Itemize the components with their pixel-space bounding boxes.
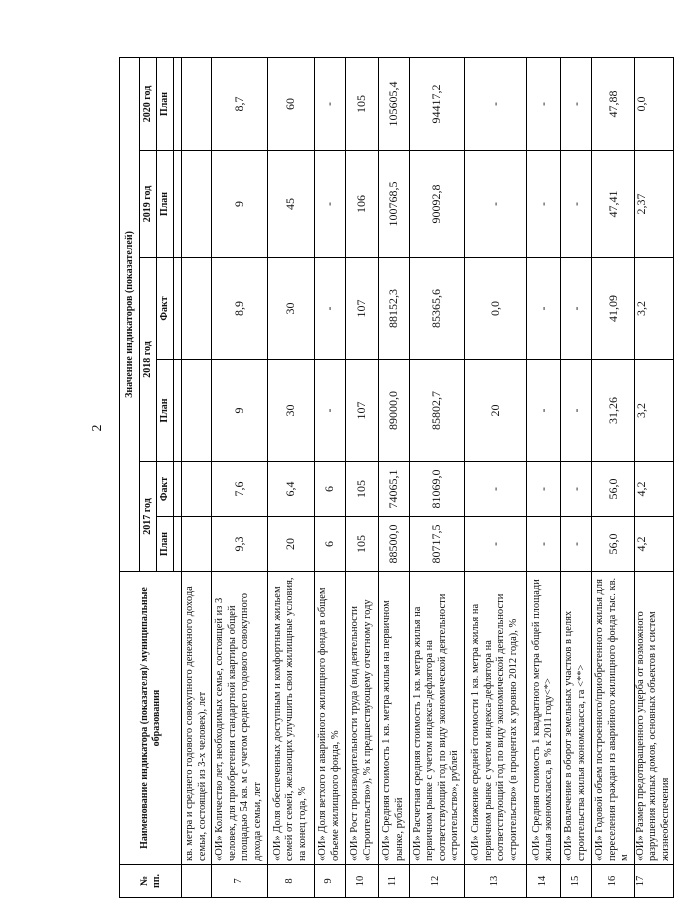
- cell-fact-2018: 88152,3: [378, 258, 409, 360]
- cell-plan-2018: -: [560, 360, 591, 462]
- cell-name: «ОИ» Количество лет, необходимых семье, состоящей из 3 человек, для приобретения стандартной квартиры общей площадью 54 кв. м с учетом среднего годового совокупного дохода семьи, лет: [212, 572, 267, 865]
- header-spacer: [174, 360, 182, 462]
- cell-plan-2018: 30: [267, 360, 314, 462]
- cell-plan-2018: 9: [212, 360, 267, 462]
- cell-name: «ОИ» Снижение средней стоимости 1 кв. метра жилья на первичном рынке с учетом индекса-дефлятора на соответствующий год по виду экономической деятельности «строительство» (в процентах к уровню 2012 года), %: [464, 572, 526, 865]
- table-row: [526, 57, 560, 897]
- table-row-continuation: [182, 57, 212, 897]
- cell-num: 16: [591, 865, 634, 898]
- header-values: Значение индикаторов (показателей): [120, 57, 140, 571]
- cell-plan-2017: 105: [345, 517, 378, 572]
- cell-value: [182, 151, 212, 258]
- cell-name: «ОИ» Средняя стоимость 1 кв. метра жилья на первичном рынке, рублей: [378, 572, 409, 865]
- cell-fact-2017: 6: [314, 462, 345, 517]
- cell-num: 14: [526, 865, 560, 898]
- cell-name: кв. метра и среднего годового совокупного денежного дохода семьи, состоящей из 3-х человек), лет: [182, 572, 212, 865]
- cell-plan-2018: -: [314, 360, 345, 462]
- cell-fact-2018: 41,09: [591, 258, 634, 360]
- header-spacer: [174, 151, 182, 258]
- table-row: [378, 57, 409, 897]
- cell-num: 10: [345, 865, 378, 898]
- cell-fact-2018: -: [314, 258, 345, 360]
- cell-plan-2019: -: [560, 151, 591, 258]
- header-spacer: [174, 258, 182, 360]
- cell-name: «ОИ» Доля ветхого и аварийного жилищного фонда в общем объеме жилищного фонда, %: [314, 572, 345, 865]
- cell-plan-2018: -: [526, 360, 560, 462]
- cell-value: [182, 462, 212, 517]
- cell-value: [182, 517, 212, 572]
- cell-num: 9: [314, 865, 345, 898]
- cell-plan-2019: -: [464, 151, 526, 258]
- table-row: [464, 57, 526, 897]
- cell-plan-2020: -: [560, 57, 591, 150]
- cell-plan-2018: 31,26: [591, 360, 634, 462]
- cell-plan-2020: -: [464, 57, 526, 150]
- cell-plan-2017: 56,0: [591, 517, 634, 572]
- cell-plan-2020: 94417,2: [409, 57, 464, 150]
- cell-fact-2017: 74065,1: [378, 462, 409, 517]
- header-fact-2017: Факт: [157, 462, 174, 517]
- cell-plan-2017: -: [560, 517, 591, 572]
- cell-plan-2017: 88500,0: [378, 517, 409, 572]
- cell-name: «ОИ» Размер предотвращенного ущерба от возможного разрушения жилых домов, основных объектов и систем жизнеобеспечения: [634, 572, 673, 865]
- cell-plan-2019: 100768,5: [378, 151, 409, 258]
- cell-plan-2020: -: [526, 57, 560, 150]
- header-year-2020: 2020 год: [140, 57, 157, 150]
- cell-fact-2018: 85365,6: [409, 258, 464, 360]
- header-plan-2017: План: [157, 517, 174, 572]
- cell-plan-2018: 20: [464, 360, 526, 462]
- cell-plan-2018: 107: [345, 360, 378, 462]
- cell-plan-2018: 85802,7: [409, 360, 464, 462]
- table-row: [560, 57, 591, 897]
- rotated-table-container: [119, 58, 671, 898]
- table-row: [314, 57, 345, 897]
- cell-num: 8: [267, 865, 314, 898]
- cell-plan-2017: 4,2: [634, 517, 673, 572]
- cell-fact-2018: 107: [345, 258, 378, 360]
- cell-fact-2017: 7,6: [212, 462, 267, 517]
- cell-fact-2018: 30: [267, 258, 314, 360]
- header-spacer: [174, 57, 182, 150]
- cell-plan-2019: 90092,8: [409, 151, 464, 258]
- page-number: 2: [90, 424, 105, 432]
- header-num: № пп.: [120, 865, 182, 898]
- cell-fact-2018: 3,2: [634, 258, 673, 360]
- cell-name: «ОИ» Годовой объем построенного/приобретенного жилья для переселения граждан из аварийного жилищного фонда тыс. кв. м: [591, 572, 634, 865]
- header-fact-2018: Факт: [157, 258, 174, 360]
- table-row: [212, 57, 267, 897]
- header-year-2019: 2019 год: [140, 151, 157, 258]
- cell-num: 7: [212, 865, 267, 898]
- cell-value: [182, 57, 212, 150]
- cell-name: «ОИ» Рост производительности труда (вид деятельности «Строительство»), % к предшествующему отчетному году: [345, 572, 378, 865]
- header-name: Наименование индикатора (показателя)/ муниципальные образования: [120, 572, 182, 865]
- cell-name: «ОИ» Вовлечение в оборот земельных участков в целях строительства жилья экономкласса, га <**>: [560, 572, 591, 865]
- cell-plan-2019: -: [526, 151, 560, 258]
- cell-value: [182, 258, 212, 360]
- cell-fact-2017: 6,4: [267, 462, 314, 517]
- cell-plan-2019: 45: [267, 151, 314, 258]
- table-row: [409, 57, 464, 897]
- cell-fact-2018: -: [560, 258, 591, 360]
- cell-name: «ОИ» Средняя стоимость 1 квадратного метра общей площади жилья экономкласса, в % к 2011 году<*>: [526, 572, 560, 865]
- cell-fact-2018: 8,9: [212, 258, 267, 360]
- cell-plan-2019: 9: [212, 151, 267, 258]
- indicators-table: [119, 57, 674, 898]
- cell-plan-2020: 105: [345, 57, 378, 150]
- document-page: [119, 58, 671, 898]
- cell-fact-2017: 81069,0: [409, 462, 464, 517]
- header-plan-2019: План: [157, 151, 174, 258]
- header-year-2017: 2017 год: [140, 462, 157, 572]
- cell-fact-2018: -: [526, 258, 560, 360]
- table-row: [345, 57, 378, 897]
- cell-fact-2017: 4,2: [634, 462, 673, 517]
- cell-plan-2020: 0,0: [634, 57, 673, 150]
- cell-fact-2018: 0,0: [464, 258, 526, 360]
- cell-fact-2017: 105: [345, 462, 378, 517]
- cell-num: 15: [560, 865, 591, 898]
- cell-plan-2019: 106: [345, 151, 378, 258]
- cell-num: 17: [634, 865, 673, 898]
- table-row: [591, 57, 634, 897]
- cell-plan-2017: 9,3: [212, 517, 267, 572]
- header-plan-2018: План: [157, 360, 174, 462]
- cell-plan-2019: 47,41: [591, 151, 634, 258]
- cell-num: 11: [378, 865, 409, 898]
- cell-plan-2018: 3,2: [634, 360, 673, 462]
- header-plan-2020: План: [157, 57, 174, 150]
- cell-plan-2017: 80717,5: [409, 517, 464, 572]
- cell-name: «ОИ» Доля обеспеченных доступным и комфортным жильем семей от семей, желающих улучшить свои жилищные условия, на конец года, %: [267, 572, 314, 865]
- cell-num: [182, 865, 212, 898]
- cell-plan-2017: 6: [314, 517, 345, 572]
- cell-fact-2017: -: [464, 462, 526, 517]
- table-row: [634, 57, 673, 897]
- cell-value: [182, 360, 212, 462]
- cell-fact-2017: -: [560, 462, 591, 517]
- cell-plan-2020: 47,88: [591, 57, 634, 150]
- header-spacer: [174, 517, 182, 572]
- cell-plan-2017: 20: [267, 517, 314, 572]
- cell-plan-2020: 105605,4: [378, 57, 409, 150]
- cell-num: 12: [409, 865, 464, 898]
- cell-fact-2017: 56,0: [591, 462, 634, 517]
- cell-name: «ОИ» Расчетная средняя стоимость 1 кв. метра жилья на первичном рынке с учетом индекса-дефлятора на соответствующий год по виду экономической деятельности «строительство», рублей: [409, 572, 464, 865]
- cell-plan-2018: 89000,0: [378, 360, 409, 462]
- cell-plan-2017: -: [464, 517, 526, 572]
- cell-plan-2020: 60: [267, 57, 314, 150]
- cell-num: 13: [464, 865, 526, 898]
- cell-fact-2017: -: [526, 462, 560, 517]
- header-year-2018: 2018 год: [140, 258, 157, 462]
- cell-plan-2019: -: [314, 151, 345, 258]
- cell-plan-2020: -: [314, 57, 345, 150]
- cell-plan-2020: 8,7: [212, 57, 267, 150]
- header-spacer: [174, 462, 182, 517]
- table-row: [267, 57, 314, 897]
- cell-plan-2019: 2,37: [634, 151, 673, 258]
- cell-plan-2017: -: [526, 517, 560, 572]
